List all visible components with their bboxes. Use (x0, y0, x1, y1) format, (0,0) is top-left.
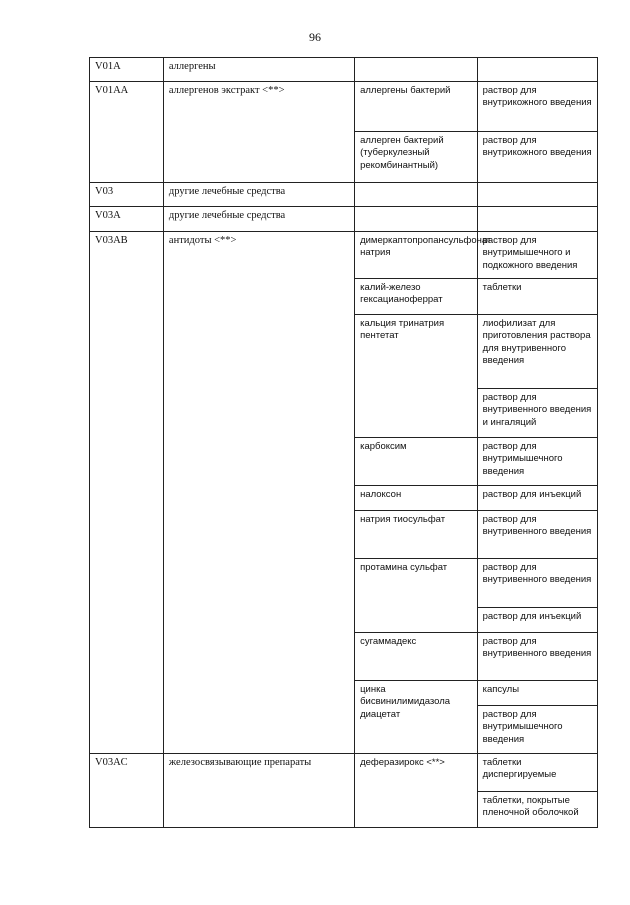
table-row (90, 232, 598, 279)
drug-name: димеркаптопропансульфонат натрия (355, 232, 478, 279)
dosage-form: раствор для внутрикожного введения (477, 82, 597, 132)
dosage-form: таблетки (477, 279, 597, 315)
table-row (90, 754, 598, 792)
dosage-form (477, 207, 597, 232)
dosage-form: раствор для внутривенного введения (477, 559, 597, 608)
drug-name: протамина сульфат (355, 559, 478, 633)
table-row (90, 207, 598, 232)
dosage-form: таблетки диспергируемые (477, 754, 597, 792)
drug-name: цинка бисвинилимидазола диацетат (355, 681, 478, 754)
dosage-form: раствор для внутривенного введения (477, 633, 597, 681)
drug-name: карбоксим (355, 438, 478, 486)
dosage-form: раствор для внутрикожного введения (477, 132, 597, 183)
dosage-form: капсулы (477, 681, 597, 706)
drug-name: кальция тринатрия пентетат (355, 315, 478, 438)
dosage-form: раствор для внутривенного введения (477, 511, 597, 559)
atc-code: V03 (90, 183, 164, 207)
drug-name: деферазирокс <**> (355, 754, 478, 828)
atc-code: V03AB (90, 232, 164, 754)
drug-name: калий-железо гексацианоферрат (355, 279, 478, 315)
drug-name (355, 183, 478, 207)
drug-name: аллергены бактерий (355, 82, 478, 132)
atc-group: аллергенов экстракт <**> (163, 82, 354, 183)
table-row (90, 82, 598, 132)
dosage-form (477, 58, 597, 82)
atc-group: железосвязывающие препараты (163, 754, 354, 828)
drug-name (355, 58, 478, 82)
dosage-form: раствор для внутримышечного введения (477, 438, 597, 486)
atc-group: аллергены (163, 58, 354, 82)
dosage-form (477, 183, 597, 207)
atc-code: V03A (90, 207, 164, 232)
dosage-form: лиофилизат для приготовления раствора для внутривенного введения (477, 315, 597, 389)
dosage-form: раствор для инъекций (477, 608, 597, 633)
drug-name: натрия тиосульфат (355, 511, 478, 559)
atc-group: другие лечебные средства (163, 183, 354, 207)
atc-code: V01AA (90, 82, 164, 183)
table-row (90, 183, 598, 207)
drug-name (355, 207, 478, 232)
atc-group: другие лечебные средства (163, 207, 354, 232)
page-number: 96 (309, 30, 321, 44)
dosage-form: раствор для внутримышечного введения (477, 706, 597, 754)
dosage-form: раствор для внутримышечного и подкожного введения (477, 232, 597, 279)
drug-name: налоксон (355, 486, 478, 511)
drug-name: аллерген бактерий (туберкулезный рекомбинантный) (355, 132, 478, 183)
atc-code: V03AC (90, 754, 164, 828)
dosage-form: раствор для инъекций (477, 486, 597, 511)
drug-list-table (89, 57, 598, 828)
drug-name: сугаммадекс (355, 633, 478, 681)
atc-code: V01A (90, 58, 164, 82)
atc-group: антидоты <**> (163, 232, 354, 754)
dosage-form: таблетки, покрытые пленочной оболочкой (477, 792, 597, 828)
table-row (90, 58, 598, 82)
dosage-form: раствор для внутривенного введения и ингаляций (477, 389, 597, 438)
